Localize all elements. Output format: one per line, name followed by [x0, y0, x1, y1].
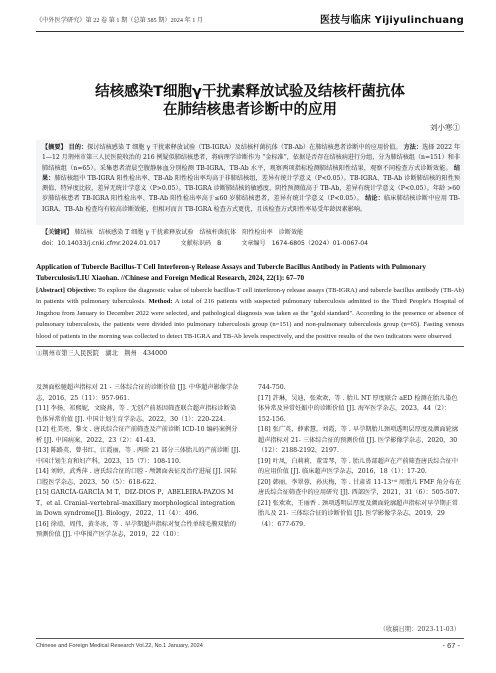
reference-item: [14] 刘婷，武秀萍 . 唐氏综合征的口腔 - 颅颌面表征及治疗进展 [J]. 国际口腔医学杂志，2023，50（5）：618-622.: [36, 468, 237, 486]
reference-item: [20] 韩丽，李翠蓉，孙庆梅，等 . 甘肃省 11-13⁺⁶ 周胎儿 FMF 角分布在唐氏综合征筛查中的应用研究 [J]. 西部医学，2021，31（6）：505-507.: [258, 478, 462, 496]
reference-item: 744-750.: [258, 384, 286, 391]
article-number: 文章编号 1674-6805（2024）01-0067-04: [241, 240, 369, 247]
conclusion-label: 结论：: [365, 195, 385, 203]
objective-label: 目的：: [68, 144, 88, 151]
en-abstract-label: [Abstract]: [36, 287, 65, 294]
affiliation: ①荆州市第三人民医院 湖北 荆州 434000: [36, 350, 168, 357]
author: 刘小寒①: [430, 123, 460, 132]
english-abstract: [36, 285, 464, 342]
result-text: 肺结核组中 TB-IGRA 阳性检出率、TB-Ab 阳性检出率均高于非肺结核组，差异有统计学意义（P<0.05）。TB-IGRA、TB-Ab 诊断肺结核的阳性预测值、特异度比较，差异无统计学意义（P>0.05）。TB-IGRA 诊断肺结核的敏感度、阴性预测值高于 TB-Ab，差异有统计学意义（P<0.05）。年龄 >60 岁肺结核患者 TB-IGRA 阳性检出率、TB-Ab 阳性检出率高于≤60 岁肺结核患者，差异有统计学意义（P<0.05）。: [42, 174, 460, 203]
keywords-label: 【关键词】: [42, 229, 73, 236]
running-header: [36, 8, 464, 30]
article-title-line-2: 在肺结核患者诊断中的应用: [163, 102, 337, 118]
footer-rule: [36, 638, 464, 639]
received-date: （收稿日期：2023-11-03）: [379, 626, 460, 633]
method-text: 选择 2022 年 1—12 月荆州市第三人民医院收治的 216 例疑似肺结核患者，将病理学诊断作为 “金标准”，依据是否存在结核病进行分组，分为肺结核组（n=151）和非肺结核组（n=65）。采集患者清晨空腹静脉血分别检测 TB-IGRA、TB-Ab 水平，观察两项指标检测肺结核阳性结果，观察不同检查方式诊断效能。: [42, 144, 461, 172]
page-number: - 67 -: [442, 641, 460, 650]
doi: doi：10.14033/j.cnki.cfmr.2024.01.017: [42, 240, 161, 247]
document-code: 文献标识码 B: [180, 240, 222, 247]
method-label: 方法：: [403, 144, 423, 151]
abstract-cn: [42, 143, 460, 215]
references-right-column: [258, 383, 463, 530]
reference-item: 及颈面松驰超声指标对 21 - 三体综合征的诊断价值 [J]. 中华超声影像学杂志，2016，25（11）：957-961.: [36, 384, 239, 402]
objective-text: 探讨结核感染 T 细胞 γ 干扰素释放试验（TB-IGRA）及结核杆菌抗体（TB-Ab）在肺结核患者诊断中的应用价值。: [87, 144, 402, 151]
footnote-rule: [36, 346, 464, 347]
en-method-label: Method:: [148, 298, 173, 306]
reference-item: [21] 张欢欢，王丽香 . 颈项透明层厚度及颜面轮廓超声指标对早孕期正常胎儿及 21- 三体综合征的诊断价值 [J]. 医学影像学杂志，2019，29（4）：677-679.: [258, 499, 459, 528]
en-objective-label: Objective:: [66, 287, 97, 294]
article-meta: [42, 238, 460, 247]
keywords-items: 肺结核 结核感染 T 细胞 γ 干扰素释放试验 结核杆菌抗体 阳性检出率 诊断效能: [74, 229, 304, 236]
references-left-column: [36, 383, 241, 541]
reference-item: [19] 叶凤，白莉莉，董雪琴，等 . 胎儿鼻部超声在产前筛查唐氏综合征中的应用价值 [J]. 临床超声医学杂志，2016，18（1）：17-20.: [258, 457, 459, 475]
section-label: 医技与临床 Yijiyulinchuang: [319, 15, 464, 26]
reference-item: [15] GARCÍA-GARCÍA M T，DIZ-DIOS P，ABELEIRA-PAZOS M T，et al. Cranial–vertebral–maxillary morphological integration in Down syndrome[J]. Biology，2022，11（4）：496.: [36, 489, 236, 517]
en-method-text: A total of 216 patients with suspected pulmonary tuberculosis admitted to the Third People's Hospital of Jingzhou from January to December 2022 were selected, and pathological diagnosis was taken as the "gold standard". According to the presence or absence of pulmonary tuberculosis, the patients were divided into pulmonary tuberculosis group (n=151) and non-pulmonary tuberculosis group (n=65). Fasting venous blood of patients in the morning was collected to detect TB-IGRA and TB-Ab levels respectively, and the positive results of the two indicators were observed: [36, 298, 464, 340]
reference-item: [11] 李扬，祁熙妮，文晓燕，等 . 无创产前基因筛查联合超声指标诊断染色体异常价值 [J]. 中国计划生育学杂志，2022，30（1）：220-224.: [36, 405, 237, 423]
en-objective-text: To explore the diagnostic value of tubercle bacillus-T cell interferon-γ release assays (TB-IGRA) and tubercle bacillus antibody (TB-Ab) in patients with pulmonary tuberculosis.: [36, 287, 465, 306]
result-label: 结果：: [42, 164, 460, 182]
conclusion-text: 临床肺结核诊断中应用 TB-IGRA、TB-Ab 检查均有较高诊断效能，但相对而言 TB-IGRA 检查方式更优，且该检查方式阳性率易受年龄因素影响。: [42, 195, 461, 213]
reference-item: [16] 徐靖，周伟，黄冬冰，等 . 早孕期超声指标对复合性单绒毛膜双胎的预测价值 [J]. 中华围产医学杂志，2019，22（10）：: [36, 520, 237, 538]
article-title-line-1: 结核感染T细胞γ干扰素释放试验及结核杆菌抗体: [95, 84, 405, 100]
footer-journal: Chinese and Foreign Medical Research Vol.22, No.1 January, 2024: [36, 643, 203, 649]
journal-issue-label: 《中外医学研究》第 22 卷 第 1 期（总第 585 期）2024 年 1 月: [36, 17, 204, 24]
reference-item: [13] 陈路英，曾书红，江霞丽，等 . 两阶 21 部分三体胎儿的产前诊断 [J]. 中国计划生育和妇产科，2023，15（7）：108-110.: [36, 447, 241, 465]
keywords-cn: [42, 227, 460, 236]
english-title: Application of Tubercle Bacillus-T Cell Interferon-γ Release Assays and Tubercle Bacillus Antibody in Patients with Pulmonary Tuberculosis/LIU Xiaohan. //Chinese and Foreign Medical Research, 2024, 22(1): 67–70: [36, 263, 426, 282]
reference-item: [18] 张广英，薛素慧，刘霞，等 . 早孕期胎儿颈项透明层厚度及颜面轮廓超声指标对 21- 三体综合征的预测价值 [J]. 医学影像学杂志，2020，30（12）：2188-2192，2197.: [258, 426, 459, 454]
header-rule: [36, 31, 464, 32]
abstract-label: 【摘要】: [42, 144, 67, 151]
reference-item: [17] 許琳，吴迪，张欢欢，等 . 胎儿 NT 厚度联合 aED 检测在胎儿染色体异常及异常妊娠中的诊断价值 [J]. 海军医学杂志，2023，44（2）：152-156.: [258, 394, 458, 423]
reference-item: [12] 杜美亮，黎文 . 唐氏综合征产前筛查及产前诊断 ICD-10 编码案例分析 [J]. 中国病案，2022，23（2）：41-43.: [36, 426, 238, 444]
